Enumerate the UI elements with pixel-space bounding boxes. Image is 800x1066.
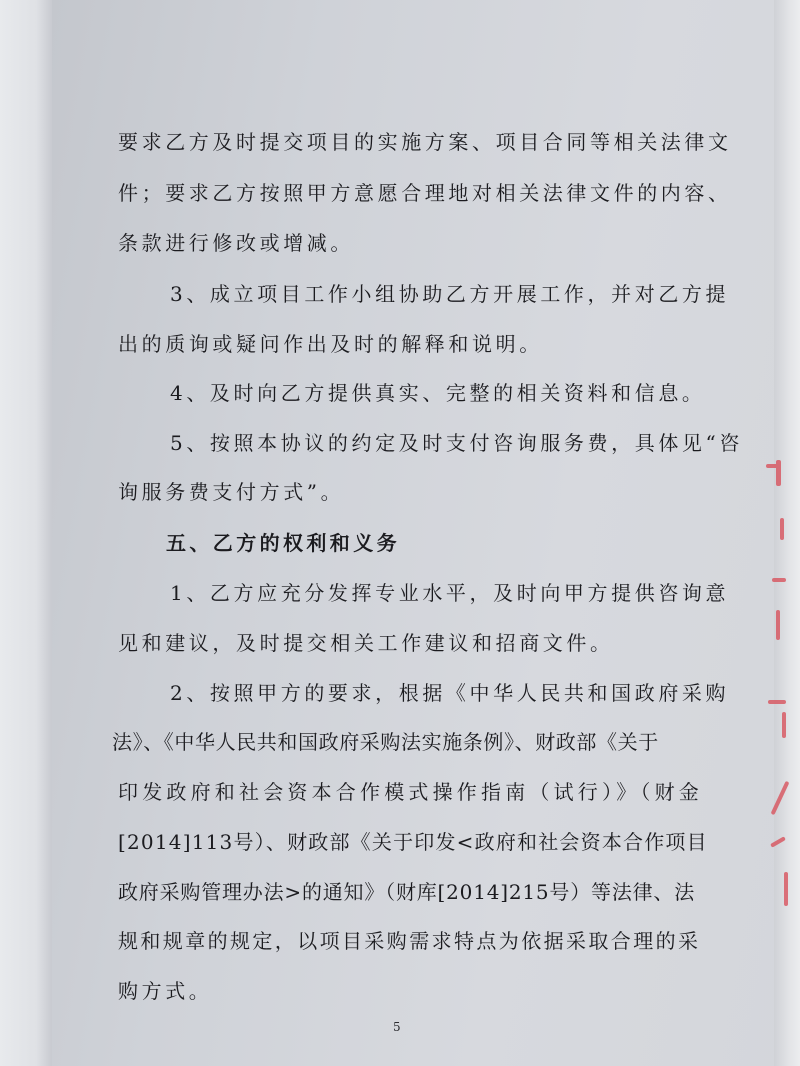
text-line: 要求乙方及时提交项目的实施方案、项目合同等相关法律文 bbox=[118, 130, 732, 154]
text-line: 询服务费支付方式”。 bbox=[118, 480, 345, 504]
text-line: 2、按照甲方的要求，根据《中华人民共和国政府采购 bbox=[170, 681, 730, 705]
text-line: 见和建议，及时提交相关工作建议和招商文件。 bbox=[118, 631, 614, 655]
text-line: 购方式。 bbox=[118, 979, 213, 1003]
text-line: [2014]113号）、财政部《关于印发<政府和社会资本合作项目 bbox=[118, 830, 708, 854]
text-line: 4、及时向乙方提供真实、完整的相关资料和信息。 bbox=[170, 381, 706, 405]
red-seal-fragment bbox=[758, 460, 796, 920]
adjacent-page-edge bbox=[0, 0, 52, 1066]
text-line: 条款进行修改或增减。 bbox=[118, 231, 354, 255]
section-heading: 五、乙方的权利和义务 bbox=[166, 531, 400, 555]
text-line: 3、成立项目工作小组协助乙方开展工作，并对乙方提 bbox=[170, 282, 730, 306]
text-line: 5、按照本协议的约定及时支付咨询服务费，具体见“咨 bbox=[170, 431, 743, 455]
text-line: 件；要求乙方按照甲方意愿合理地对相关法律文件的内容、 bbox=[118, 181, 732, 205]
text-line: 1、乙方应充分发挥专业水平，及时向甲方提供咨询意 bbox=[170, 581, 730, 605]
text-line: 出的质询或疑问作出及时的解释和说明。 bbox=[118, 332, 543, 356]
page-number: 5 bbox=[393, 1020, 401, 1034]
text-line: 政府采购管理办法>的通知》（财库[2014]215号）等法律、法 bbox=[118, 880, 696, 904]
text-line: 法》、《中华人民共和国政府采购法实施条例》、财政部《关于 bbox=[112, 730, 659, 754]
text-line: 规和规章的规定，以项目采购需求特点为依据采取合理的采 bbox=[118, 929, 701, 953]
text-line: 印发政府和社会资本合作模式操作指南（试行）》（财金 bbox=[118, 780, 703, 804]
